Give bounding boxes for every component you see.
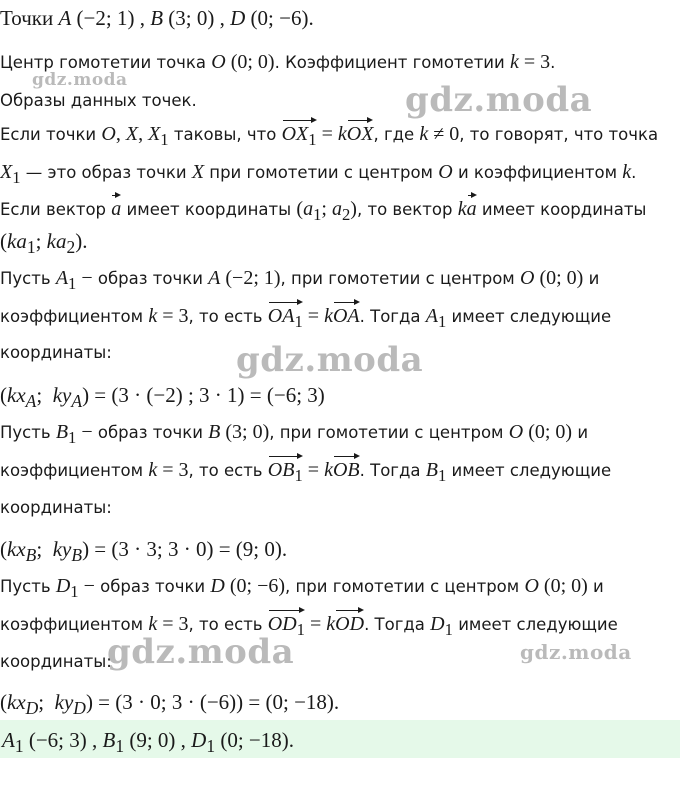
point-b-calculation: ($kx_B$; $ky_B) = (3 \cdot 3$; 3 · 0) = (9; 0). <box>0 537 288 566</box>
given-points: Точки A (−2; 1) , B (3; 0) , D (0; −6). <box>0 6 314 30</box>
point-a-calculation: ($kx_A$; $ky_A) = (3 \cdot (-2)$ ; 3 · 1) = (−6; 3) <box>0 383 325 412</box>
point-a-condition: коэффициентом k = 3, то есть $OA_1$ = kOA. Тогда $A_1$ имеет следующие <box>0 302 680 336</box>
point-d-condition: коэффициентом k = 3, то есть $OD_1$ = kOD. Тогда $D_1$ имеет следующие <box>0 610 680 644</box>
watermark-logo: gdz.moda <box>107 632 295 672</box>
answer-text: $A_1$ (−6; 3) , $B_1$ (9; 0) , $D_1$ (0; −18). <box>2 728 294 757</box>
watermark-logo: gdz.moda <box>32 70 128 90</box>
point-b-intro: Пусть $B_1$ − образ точки B (3; 0), при гомотетии с центром O (0; 0) и <box>0 421 589 447</box>
point-b-condition: коэффициентом k = 3, то есть $OB_1$ = kOB. Тогда $B_1$ имеет следующие <box>0 456 680 490</box>
point-d-coords-label: координаты: <box>0 652 112 671</box>
vector-rule-line-2: ($ka_1$; $ka_2$). <box>0 229 88 258</box>
answer-box <box>0 720 680 758</box>
definition-line-2: $X_1$ — это образ точки X при гомотетии с центром O и коэффициентом k. <box>0 161 637 187</box>
point-a-intro: Пусть $A_1$ − образ точки A (−2; 1), при гомотетии с центром O (0; 0) и <box>0 267 600 293</box>
homothety-center: Центр гомотетии точка O (0; 0). Коэффициент гомотетии k = 3. <box>0 51 556 73</box>
point-d-calculation: ($kx_D$; $ky_D) = (3 \cdot 0$; 3 · (−6)) = (0; −18). <box>0 690 340 719</box>
watermark-logo: gdz.moda <box>520 640 632 664</box>
vector-rule-line-1: Если вектор a имеет координаты ($a_1$; $a_2$), то вектор ka имеет координаты <box>0 195 680 229</box>
point-d-intro: Пусть $D_1$ − образ точки D (0; −6), при гомотетии с центром O (0; 0) и <box>0 575 604 601</box>
definition-line-1: Если точки O, X, $X_1$ таковы, что $OX_1$ = kOX, где k ≠ 0, то говорят, что точка <box>0 120 680 154</box>
point-b-coords-label: координаты: <box>0 498 112 517</box>
watermark-logo: gdz.moda <box>236 340 424 380</box>
watermark-logo: gdz.moda <box>405 80 593 120</box>
images-heading: Образы данных точек. <box>0 91 197 110</box>
point-a-coords-label: координаты: <box>0 343 112 362</box>
